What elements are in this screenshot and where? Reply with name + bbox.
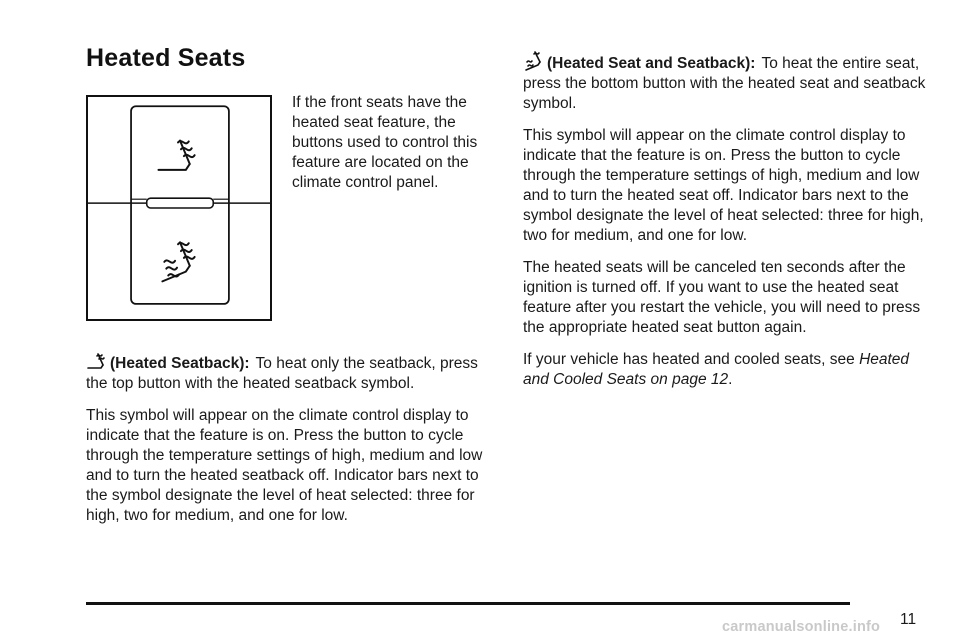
seatback-term: (Heated Seatback): (110, 355, 250, 372)
heated-seat-and-seatback-icon (523, 50, 545, 72)
seat-and-seatback-term: (Heated Seat and Seatback): (547, 55, 756, 72)
intro-text: If the front seats have the heated seat feature, the buttons used to control this feature are located on the climate control panel. (292, 94, 478, 191)
seat-and-seatback-detail: This symbol will appear on the climate control display to indicate that the feature is on. Press the button to cycle through the temperature settings of high, medium and low and to turn the heated seat off. Indicator bars next to the symbol designate the level of heat selected: three for high, two for medium, and one for low. (523, 127, 924, 244)
page-number: 11 (900, 611, 917, 628)
heated-seat-and-seatback-icon (162, 242, 194, 281)
footer-rule (86, 602, 850, 605)
seatback-text: To heat only the seatback, press the top button with the heated seatback symbol. (86, 355, 478, 392)
seatback-paragraph (86, 350, 496, 394)
button-panel-illustration (86, 95, 272, 321)
heated-seatback-icon (158, 140, 194, 169)
seat-and-seatback-paragraph (523, 50, 928, 114)
page-heading: Heated Seats (86, 44, 246, 72)
cooled-note-text: If your vehicle has heated and cooled seats, see (523, 351, 855, 368)
seatback-detail: This symbol will appear on the climate control display to indicate that the feature is on. Press the button to cycle through the temperature settings of high, medium and low and to turn the heated seatback off. Indicator bars next to the symbol designate the level of heat selected: three for high, two for medium, and one for low. (86, 407, 483, 524)
heated-seatback-icon (86, 350, 108, 372)
cooled-seats-note (523, 350, 928, 390)
cancel-note: The heated seats will be canceled ten seconds after the ignition is turned off. If you want to use the heated seat feature after you restart the vehicle, you will need to press the appropriate heated seat button again. (523, 259, 921, 336)
cooled-note-end: . (728, 371, 733, 388)
cooled-seats-reference-link[interactable]: Heated and Cooled Seats on page 12 (523, 351, 910, 388)
seat-and-seatback-text: To heat the entire seat, press the bottom button with the heated seat and seatback symbol. (523, 55, 926, 112)
seat-and-seatback-section (523, 50, 928, 402)
footer-watermark: carmanualsonline.info (722, 619, 881, 635)
seatback-section (86, 350, 496, 538)
